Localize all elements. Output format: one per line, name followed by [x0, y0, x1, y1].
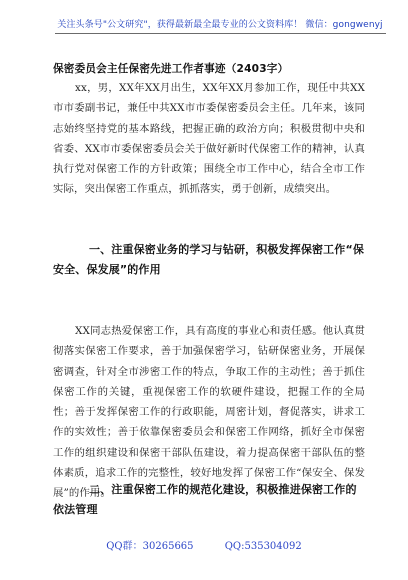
section-1-text: XX同志热爱保密工作，具有高度的事业心和责任感。他认真贯彻落实保密工作要求，善于加强保密学习，钻研保密业务，开展保密调查，针对全市涉密工作的特点，争取工作的主动性；善于抓住保密工作的关键，重视保密工作的软硬件建设，把握工作的全局性；善于发挥保密工作的行政职能，周密计划，督促落实，讲求工作的实效性；善于依靠保密委员会和保密工作网络，抓好全市保密工作的组织建设和保密干部队伍建设，着力提高保密干部队伍的整体素质，追求工作的完整性，较好地发挥了保密工作“保安全、保发展”的作用。 — [53, 325, 365, 500]
page-header: 关注头条号"公文研究"，获得最新最全最专业的公文资料库！ 微信：gongwenyj — [57, 20, 383, 30]
intro-text: xx，男，XX年XX月出生，XX年XX月参加工作，现任中共XX市市委副书记，兼任中共XX市市委保密委员会主任。几年来，该同志始终坚持党的基本路线，把握正确的政治方向；积极贯彻中央和省委、XX市市委保密委员会关于做好新时代保密工作的精神，认真执行党对保密工作的方针政策；围绕全市工作中心，结合全市工作实际，突出保密工作重点，抓抓落实，勇于创新，成绩突出。 — [53, 82, 365, 196]
section-heading-2 — [53, 480, 365, 521]
page-footer — [0, 537, 408, 552]
section-heading-1-text: 一、注重保密业务的学习与钻研，积极发挥保密工作“保安全、保发展”的作用 — [53, 243, 364, 277]
intro-paragraph — [53, 78, 365, 200]
document-title: 保密委员会主任保密先进工作者事迹（2403字） — [53, 63, 289, 75]
section-heading-1 — [53, 240, 365, 281]
section-heading-2-text: 二、注重保密工作的规范化建设，积极推进保密工作的依法管理 — [53, 483, 357, 517]
footer-qq-group: QQ群：30265665 — [106, 541, 194, 552]
header-divider — [55, 33, 386, 34]
footer-qq: QQ:535304092 — [224, 541, 302, 552]
section-1-paragraph — [53, 321, 365, 504]
